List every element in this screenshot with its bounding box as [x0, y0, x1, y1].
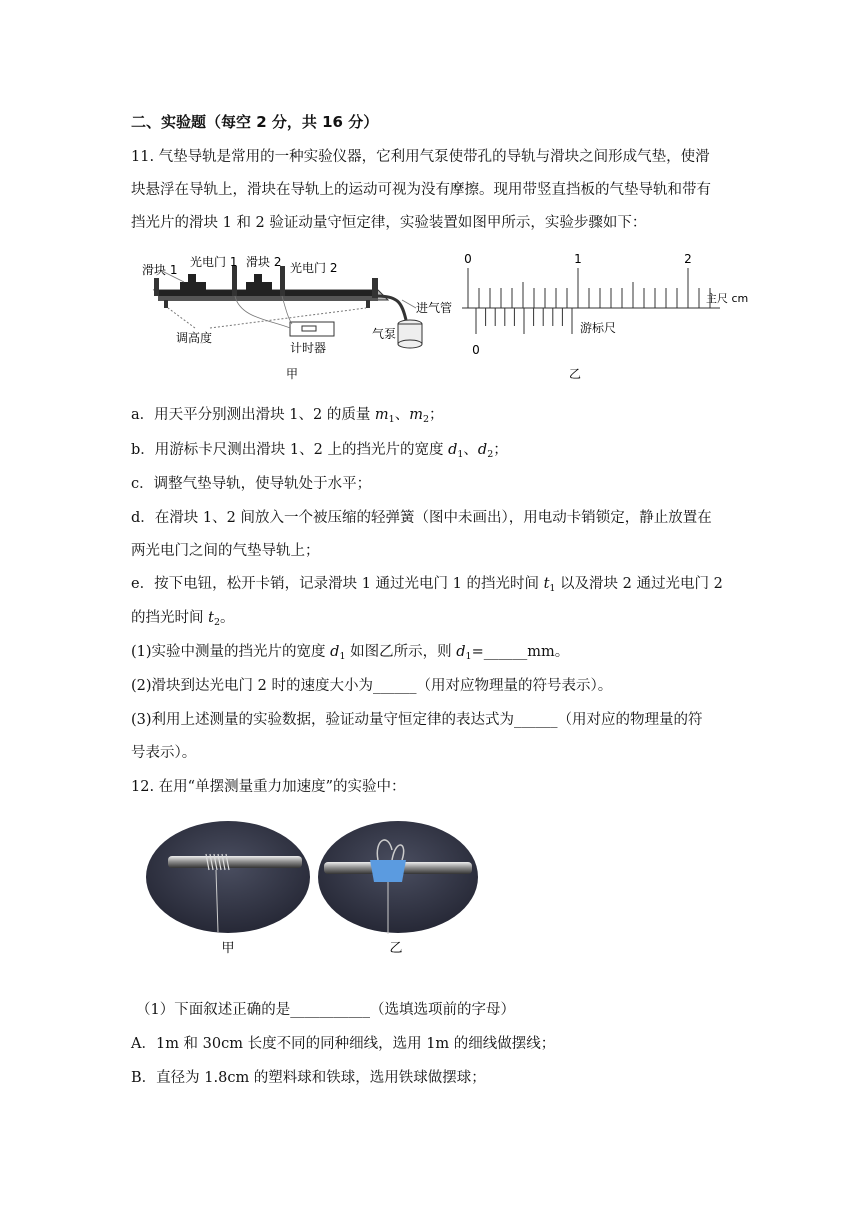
- step-b: b．用游标卡尺测出滑块 1、2 上的挡光片的宽度 $d_1$、$d_2$；: [131, 442, 508, 460]
- label-pump: 气泵: [372, 327, 397, 341]
- q12-sub-1: （1）下面叙述正确的是___________（选填选项前的字母）: [136, 1002, 515, 1018]
- q11-sub-2: (2)滑块到达光电门 2 时的速度大小为______（用对应物理量的符号表示）。: [131, 678, 613, 694]
- q12-intro: 12. 在用“单摆测量重力加速度”的实验中：: [131, 779, 406, 795]
- figure-caption-jia: 甲: [286, 367, 299, 381]
- pendulum-photo-yi: [316, 820, 480, 958]
- main-scale-label: 主尺 cm: [706, 292, 749, 305]
- label-gate-2: 光电门 2: [290, 261, 338, 275]
- slider-1: [180, 282, 206, 292]
- slider-2: [246, 282, 272, 292]
- q11-sub-1: (1)实验中测量的挡光片的宽度 $d_1$ 如图乙所示，则 $d_1=\_\_\_\_\_\_mm$。: [131, 644, 570, 662]
- main-scale: [468, 268, 710, 308]
- label-slider-2: 滑块 2: [246, 255, 282, 269]
- vernier-scale-label: 游标尺: [580, 321, 617, 335]
- step-a: a．用天平分别测出滑块 1、2 的质量 $m_1$、$m_2$；: [131, 407, 444, 425]
- pendulum-photo-jia: [146, 820, 310, 958]
- main-tick-0: 0: [464, 252, 472, 266]
- q11-intro-line-2: 块悬浮在导轨上，滑块在导轨上的运动可视为没有摩擦。现用带竖直挡板的气垫导轨和带有: [131, 182, 711, 198]
- step-e-line-1: e．按下电钮，松开卡销，记录滑块 1 通过光电门 1 的挡光时间 $t_1$ 以及滑块 2 通过光电门 2: [131, 576, 723, 594]
- q11-sub-3-line-2: 号表示）。: [131, 745, 197, 761]
- q11-intro-line-3: 挡光片的滑块 1 和 2 验证动量守恒定律，实验装置如图甲所示，实验步骤如下：: [131, 215, 647, 231]
- label-slider-1: 滑块 1: [142, 263, 178, 277]
- vernier-tick-0: 0: [472, 343, 480, 357]
- q11-intro-line-1: 11. 气垫导轨是常用的一种实验仪器，它利用气泵使带孔的导轨与滑块之间形成气垫，使滑: [131, 149, 710, 165]
- option-a: A．1m 和 30cm 长度不同的同种细线，选用 1m 的细线做摆线；: [131, 1036, 556, 1052]
- section-title: 二、实验题（每空 2 分，共 16 分）: [131, 113, 379, 131]
- air-track-figure: [140, 248, 460, 383]
- main-tick-2: 2: [684, 252, 692, 266]
- vernier-scale: [476, 308, 572, 334]
- option-b: B．直径为 1.8cm 的塑料球和铁球，选用铁球做摆球；: [131, 1070, 486, 1086]
- step-d-line-2: 两光电门之间的气垫导轨上；: [131, 543, 320, 559]
- photo-caption-yi: 乙: [389, 941, 403, 956]
- figure-caption-yi: 乙: [568, 367, 582, 381]
- step-c: c．调整气垫导轨，使导轨处于水平；: [131, 476, 372, 492]
- vernier-figure: [462, 248, 762, 383]
- label-gate-1: 光电门 1: [190, 255, 238, 269]
- photo-caption-jia: 甲: [221, 941, 235, 956]
- label-timer: 计时器: [290, 341, 327, 355]
- label-air-tube: 进气管: [416, 301, 453, 315]
- step-e-line-2: 的挡光时间 $t_2$。: [131, 610, 235, 628]
- main-tick-1: 1: [574, 252, 582, 266]
- q11-sub-3-line-1: (3)利用上述测量的实验数据，验证动量守恒定律的表达式为______（用对应的物理量的符: [131, 712, 703, 728]
- step-d-line-1: d．在滑块 1、2 间放入一个被压缩的轻弹簧（图中未画出），用电动卡销锁定，静止放置在: [131, 510, 712, 526]
- label-adjust-height: 调高度: [176, 331, 213, 345]
